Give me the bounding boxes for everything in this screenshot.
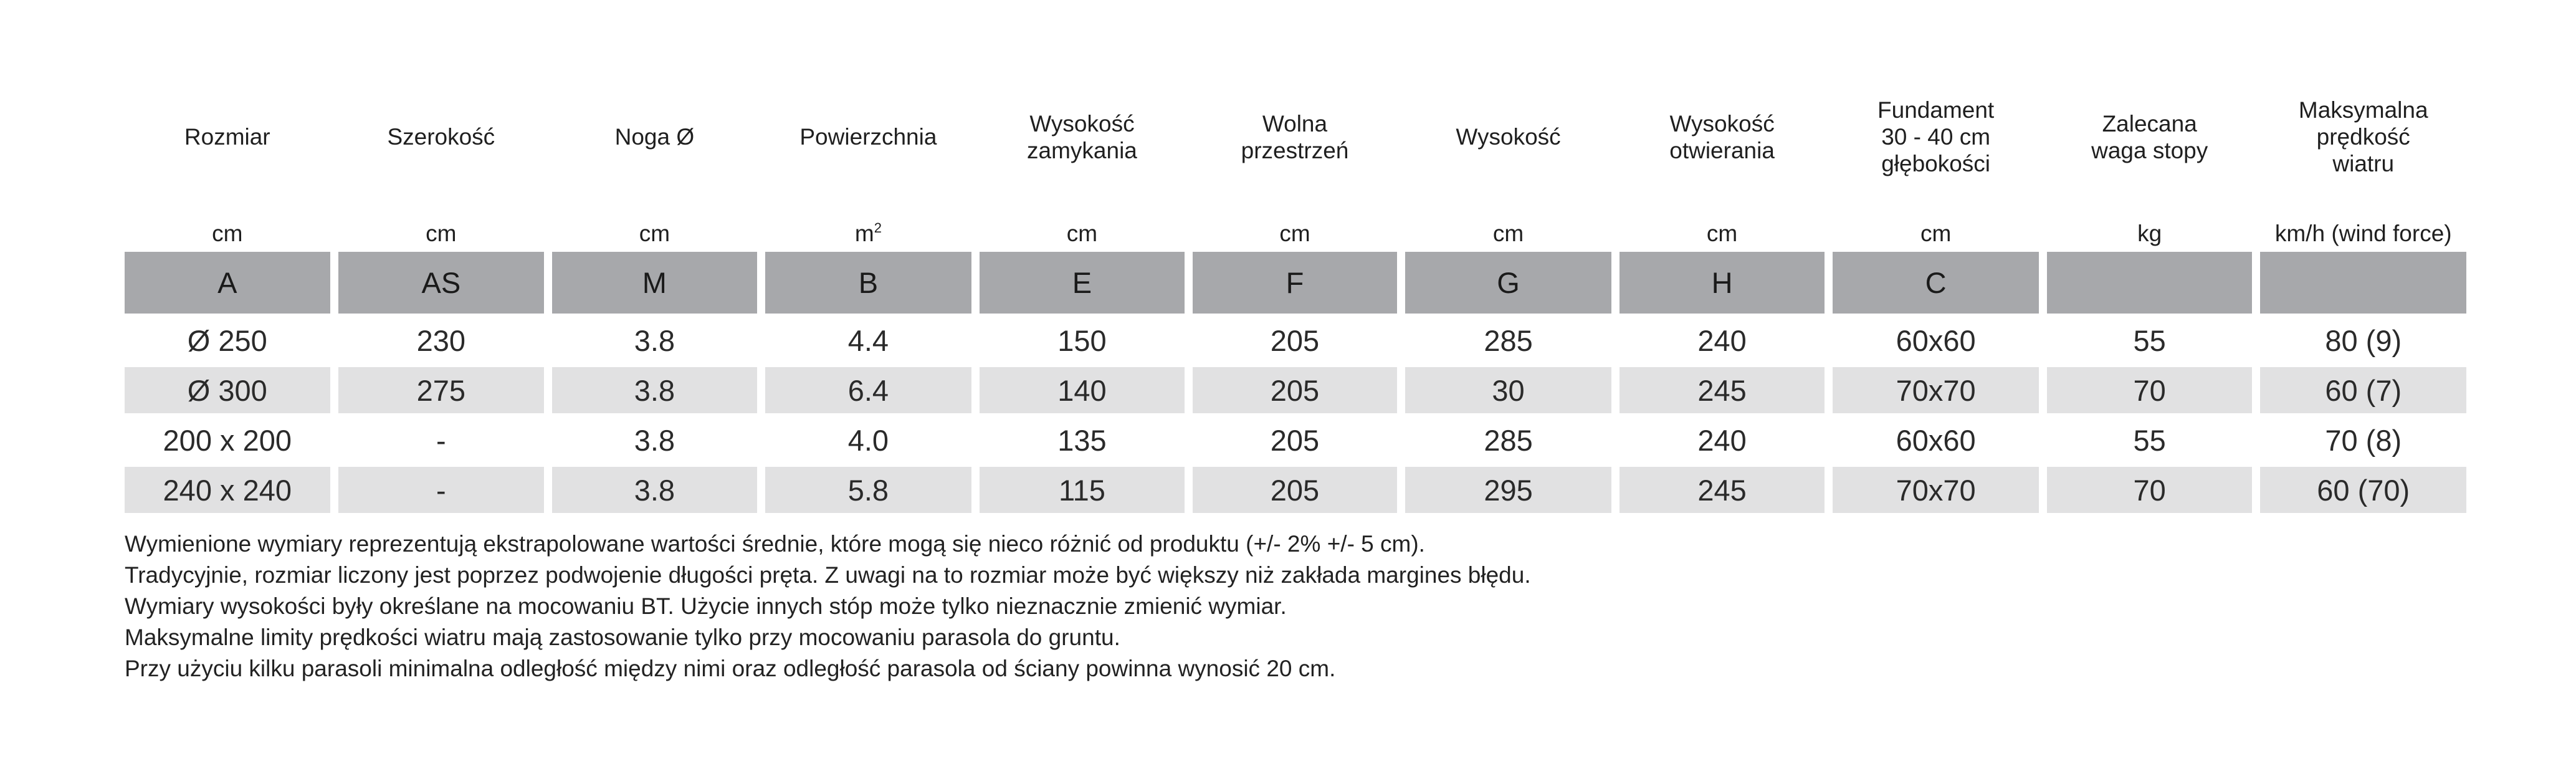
table-cell: 115 [980,467,1185,513]
table-cell: - [436,424,446,457]
footnotes [125,529,2368,684]
table-row [125,467,2466,513]
table-cell: 285 [1484,324,1533,357]
footnote: Wymiary wysokości były określane na mocowaniu BT. Użycie innych stóp może tylko nieznacznie zmienić wymiar. [125,593,1287,619]
table-cell: 245 [1620,467,1825,513]
header-clearance: Wolna przestrzeń [1241,110,1349,163]
letter-cell: B [765,252,972,314]
header-row [125,57,2466,216]
letter-code-row [125,252,2466,314]
table-cell: Ø 300 [125,367,330,413]
table-cell: 205 [1270,324,1320,357]
table-cell: 275 [338,367,545,413]
header-opening-height: Wysokość otwierania [1669,110,1775,163]
table-cell: 205 [1270,424,1320,457]
table-cell: 70 [2047,367,2253,413]
table-cell: 55 [2133,424,2166,457]
table-cell: 70 [2047,467,2253,513]
table-cell: 4.4 [847,324,889,357]
table-row [125,417,2466,463]
unit-cell: cm [426,220,457,246]
table-cell: 60x60 [1896,324,1976,357]
unit-cell: cm [639,220,670,246]
footnote: Wymienione wymiary reprezentują ekstrapolowane wartości średnie, które mogą się nieco różnić od produktu (+/- 2% +/- 5 cm). [125,531,1425,557]
table-cell: 150 [1057,324,1107,357]
letter-cell: G [1405,252,1611,314]
unit-cell: cm [1706,220,1738,246]
letter-cell: AS [338,252,545,314]
table-cell: 205 [1193,467,1398,513]
header-size: Rozmiar [184,124,270,150]
table-cell: 80 (9) [2325,324,2402,357]
header-wind-speed: Maksymalna prędkość wiatru [2298,97,2428,176]
table-cell: 60x60 [1896,424,1976,457]
header-base-weight: Zalecana waga stopy [2091,110,2208,163]
table-cell: Ø 250 [187,324,267,357]
table-cell: 55 [2133,324,2166,357]
table-cell: 30 [1405,367,1611,413]
table-cell: 240 x 240 [125,467,330,513]
header-width: Szerokość [387,124,495,150]
unit-cell: kg [2137,220,2162,246]
table-row [125,367,2466,413]
table-cell: 70x70 [1833,467,2039,513]
table-cell: 205 [1193,367,1398,413]
unit-cell: km/h (wind force) [2274,220,2452,246]
footnote: Tradycyjnie, rozmiar liczony jest poprzez podwojenie długości pręta. Z uwagi na to rozmiar może być większy niż zakłada margines błędu. [125,562,1531,588]
letter-cell: A [125,252,330,314]
table-cell: 230 [416,324,466,357]
table-cell: 295 [1405,467,1611,513]
table-cell: 200 x 200 [163,424,292,457]
unit-area-superscript: 2 [874,220,882,236]
table-cell: 70x70 [1833,367,2039,413]
header-closed-height: Wysokość zamykania [1027,110,1137,163]
table-cell: 4.0 [847,424,889,457]
unit-cell: cm [1920,220,1952,246]
letter-cell: C [1833,252,2039,314]
table-cell: 70 (8) [2325,424,2402,457]
table-cell: 60 (7) [2260,367,2466,413]
table-cell: 285 [1484,424,1533,457]
header-leg-diameter: Noga Ø [614,124,695,150]
unit-row [125,216,2466,251]
header-area: Powierzchnia [799,124,937,150]
table-cell: 3.8 [552,467,757,513]
table-cell: 240 [1697,424,1747,457]
table-row [125,317,2466,363]
letter-cell: M [552,252,757,314]
letter-cell [2260,252,2466,314]
table-cell: 3.8 [634,324,675,357]
table-cell: 240 [1697,324,1747,357]
table-cell: 5.8 [765,467,972,513]
table-cell: 140 [980,367,1185,413]
unit-cell-area [765,220,972,247]
unit-cell: cm [1492,220,1524,246]
table-cell: 245 [1620,367,1825,413]
letter-cell: E [980,252,1185,314]
unit-cell: cm [1279,220,1310,246]
spec-table [125,0,2466,513]
unit-area-base: m [854,221,874,246]
table-cell: 135 [1057,424,1107,457]
letter-cell: F [1193,252,1398,314]
header-height: Wysokość [1456,124,1561,150]
table-cell: 60 (70) [2260,467,2466,513]
table-cell: 3.8 [634,424,675,457]
table-cell: 3.8 [552,367,757,413]
table-cell: 6.4 [765,367,972,413]
header-foundation: Fundament 30 - 40 cm głębokości [1877,97,1995,176]
letter-cell: H [1620,252,1825,314]
unit-cell: cm [212,220,243,246]
table-cell: - [338,467,545,513]
letter-cell [2047,252,2253,314]
unit-cell: cm [1066,220,1098,246]
footnote: Przy użyciu kilku parasoli minimalna odległość między nimi oraz odległość parasola od ściany powinna wynosić 20 cm. [125,656,1336,681]
footnote: Maksymalne limity prędkości wiatru mają zastosowanie tylko przy mocowaniu parasola do gruntu. [125,625,1120,650]
